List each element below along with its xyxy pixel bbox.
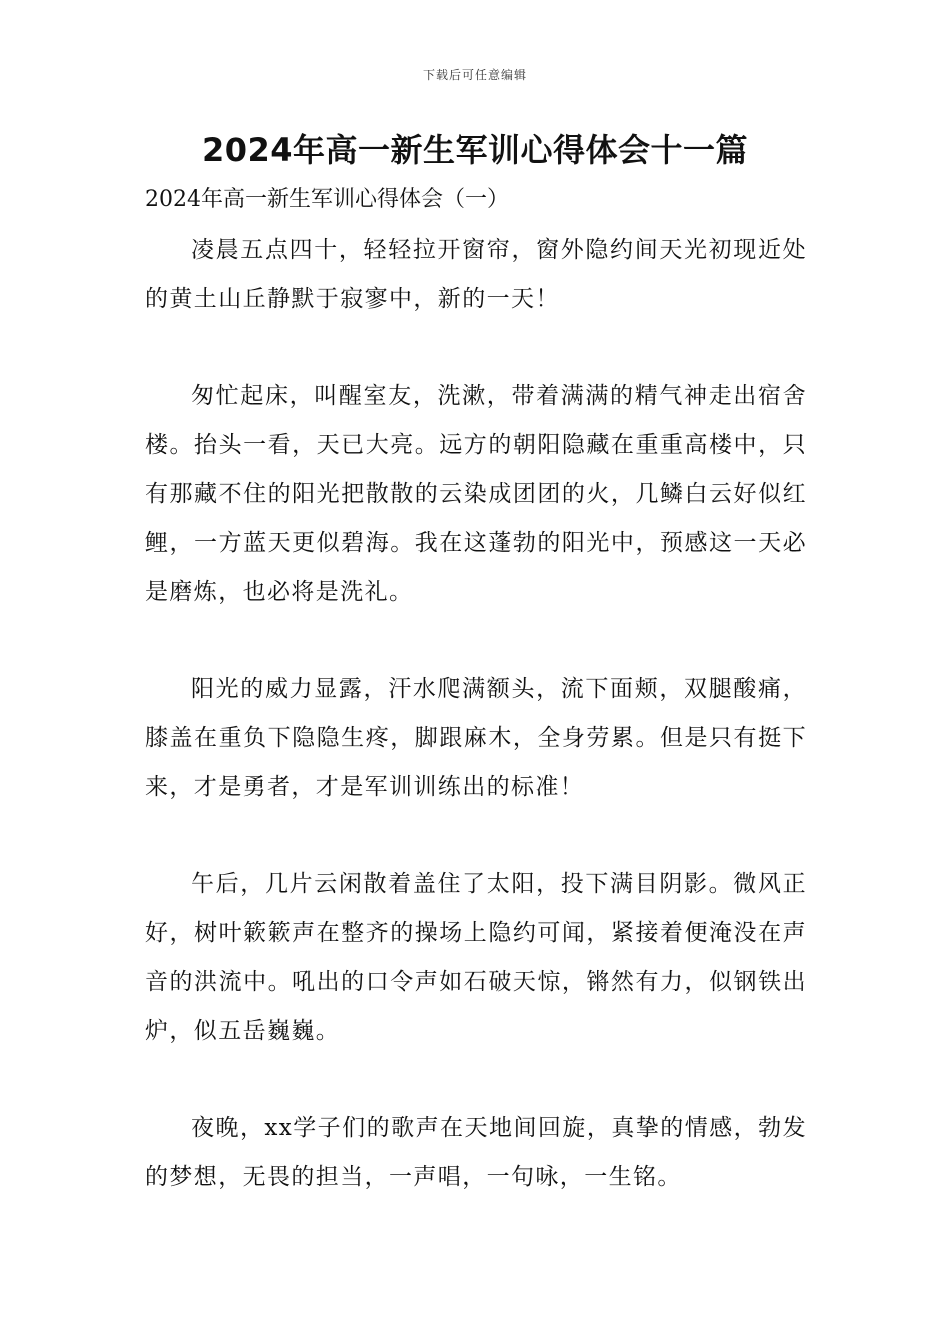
paragraph-4: 午后，几片云闲散着盖住了太阳，投下满目阴影。微风正好，树叶簌簌声在整齐的操场上隐约可闻，紧接着便淹没在声音的洪流中。吼出的口令声如石破天惊，锵然有力，似钢铁出炉，似五岳巍巍。 (145, 871, 807, 1044)
document-body (145, 226, 807, 1250)
paragraph-2: 匆忙起床，叫醒室友，洗漱，带着满满的精气神走出宿舍楼。抬头一看，天已大亮。远方的朝阳隐藏在重重高楼中，只有那藏不住的阳光把散散的云染成团团的火，几鳞白云好似红鲤，一方蓝天更似碧海。我在这蓬勃的阳光中，预感这一天必是磨炼，也必将是洗礼。 (145, 383, 807, 605)
paragraph-1: 凌晨五点四十，轻轻拉开窗帘，窗外隐约间天光初现近处的黄土山丘静默于寂寥中，新的一天！ (145, 237, 807, 312)
section-title: 2024年高一新生军训心得体会（一） (145, 187, 509, 212)
document-title: 2024年高一新生军训心得体会十一篇 (201, 131, 749, 169)
header-note: 下载后可任意编辑 (422, 68, 527, 82)
paragraph-3: 阳光的威力显露，汗水爬满额头，流下面颊，双腿酸痛，膝盖在重负下隐隐生疼，脚跟麻木，全身劳累。但是只有挺下来，才是勇者，才是军训训练出的标准！ (145, 676, 807, 800)
paragraph-5: 夜晚，xx学子们的歌声在天地间回旋，真挚的情感，勃发的梦想，无畏的担当，一声唱，一句咏，一生铭。 (145, 1115, 807, 1190)
